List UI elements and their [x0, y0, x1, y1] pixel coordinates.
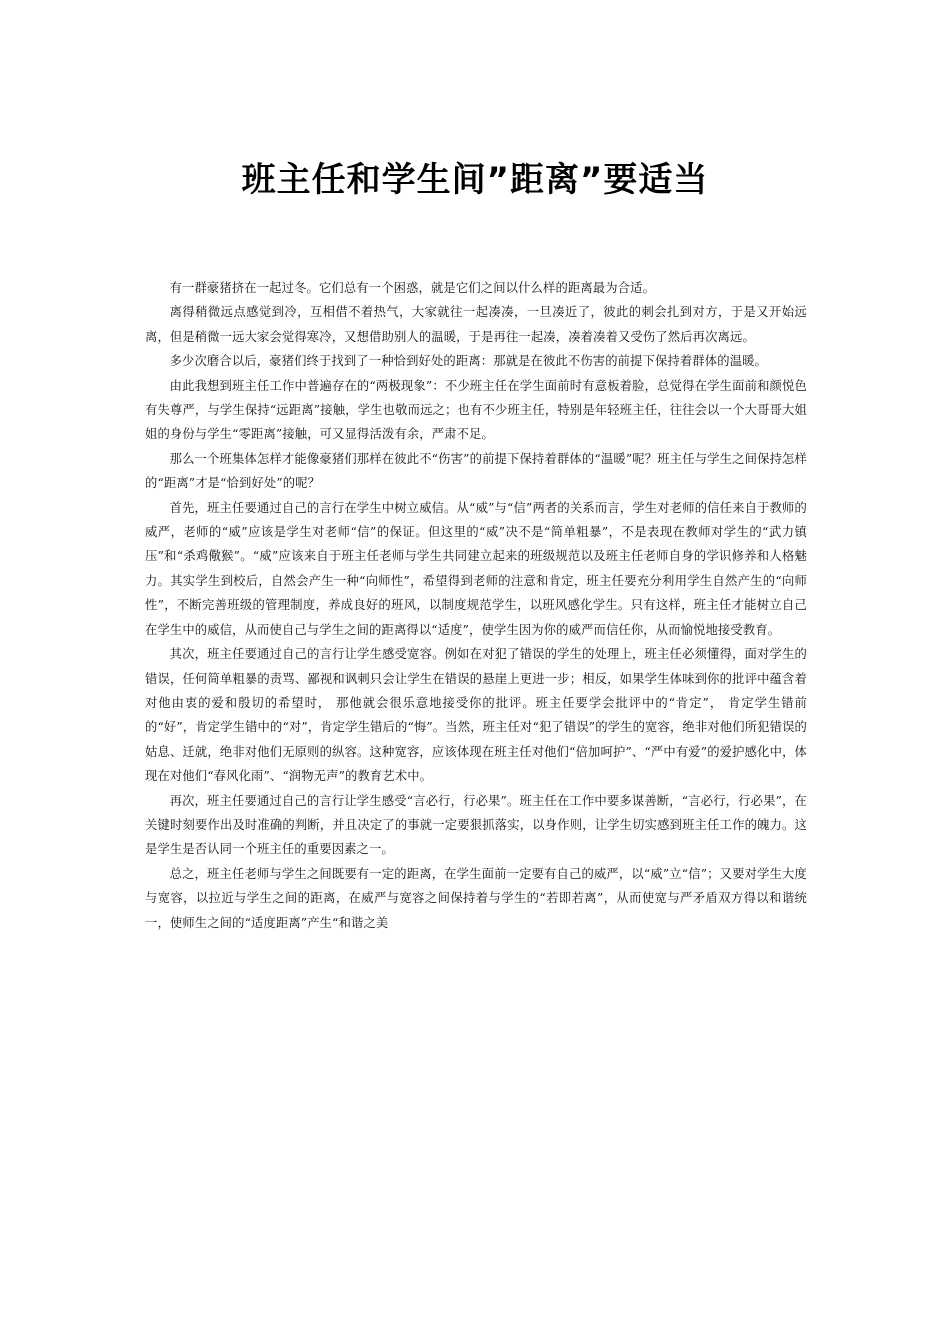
paragraph-1: 有一群豪猪挤在一起过冬。它们总有一个困惑，就是它们之间以什么样的距离最为合适。 — [169, 281, 656, 295]
paragraph-6: 首先，班主任要通过自己的言行在学生中树立威信。从“威”与“信”两者的关系而言，学生对老师的信任来自于教师的威严，老师的“威”应该是学生对老师“信”的保证。但这里的“威”决不是“简单粗暴”，不是表现在教师对学生的“武力镇压”和“杀鸡儆猴”。“威”应该来自于班主任老师与学生共同建立起来的班级规范以及班主任老师自身的学识修养和人格魅力。其实学生到校后，自然会产生一种“向师性”，希望得到老师的注意和肯定，班主任要充分利用学生自然产生的“向师性”，不断完善班级的管理制度，养成良好的班风，以制度规范学生，以班风感化学生。只有这样，班主任才能树立自己在学生中的威信，从而使自己与学生之间的距离得以“适度”，使学生因为你的威严而信任你，从而愉悦地接受教育。 — [145, 500, 807, 637]
paragraph-9: 总之，班主任老师与学生之间既要有一定的距离，在学生面前一定要有自己的威严，以“威”立“信”；又要对学生大度与宽容，以拉近与学生之间的距离，在威严与宽容之间保持着与学生的“若即若离”，从而使宽与严矛盾双方得以和谐统一，使师生之间的“适度距离”产生“和谐之美 — [145, 866, 807, 930]
paragraph-3: 多少次磨合以后，豪猪们终于找到了一种恰到好处的距离：那就是在彼此不伤害的前提下保持着群体的温暖。 — [169, 354, 768, 369]
paragraph-2: 离得稍微远点感觉到冷，互相借不着热气，大家就往一起凑凑，一旦凑近了，彼此的刺会扎到对方，于是又开始远离，但是稍微一远大家会觉得寒冷，又想借助别人的温暖，于是再往一起凑，凑着凑着又受伤了然后再次离远。 — [145, 305, 807, 344]
document-body — [145, 276, 807, 935]
paragraph-7: 其次，班主任要通过自己的言行让学生感受宽容。例如在对犯了错误的学生的处理上，班主任必须懂得，面对学生的错误，任何简单粗暴的责骂、鄙视和讽刺只会让学生在错误的悬崖上更进一步；相反，如果学生体味到你的批评中蕴含着对他由衷的爱和殷切的希望时， 那他就会很乐意地接受你的批评。班主任要学会批评中的“肯定”， 肯定学生错前的“好”，肯定学生错中的“对”，肯定学生错后的“悔”。当然，班主任对“犯了错误”的学生的宽容，绝非对他们所犯错误的姑息、迁就，绝非对他们无原则的纵容。这种宽容，应该体现在班主任对他们“倍加呵护”、“严中有爱”的爱护感化中，体现在对他们“春风化雨”、“润物无声”的教育艺术中。 — [145, 647, 807, 784]
paragraph-8: 再次，班主任要通过自己的言行让学生感受“言必行，行必果”。班主任在工作中要多谋善断，“言必行，行必果”，在关键时刻要作出及时准确的判断，并且决定了的事就一定要狠抓落实，以身作则，让学生切实感到班主任工作的魄力。这是学生是否认同一个班主任的重要因素之一。 — [145, 793, 807, 857]
document-title: 班主任和学生间”距离”要适当 — [241, 160, 709, 200]
paragraph-4: 由此我想到班主任工作中普遍存在的“两极现象”：不少班主任在学生面前时有意板着脸，总觉得在学生面前和颜悦色有失尊严，与学生保持“远距离”接触，学生也敬而远之；也有不少班主任，特别是年轻班主任，往往会以一个大哥哥大姐姐的身份与学生“零距离”接触，可又显得活泼有余，严肃不足。 — [145, 378, 807, 442]
paragraph-5: 那么一个班集体怎样才能像豪猪们那样在彼此不“伤害”的前提下保持着群体的“温暖”呢？班主任与学生之间保持怎样的“距离”才是“恰到好处”的呢？ — [145, 451, 807, 491]
